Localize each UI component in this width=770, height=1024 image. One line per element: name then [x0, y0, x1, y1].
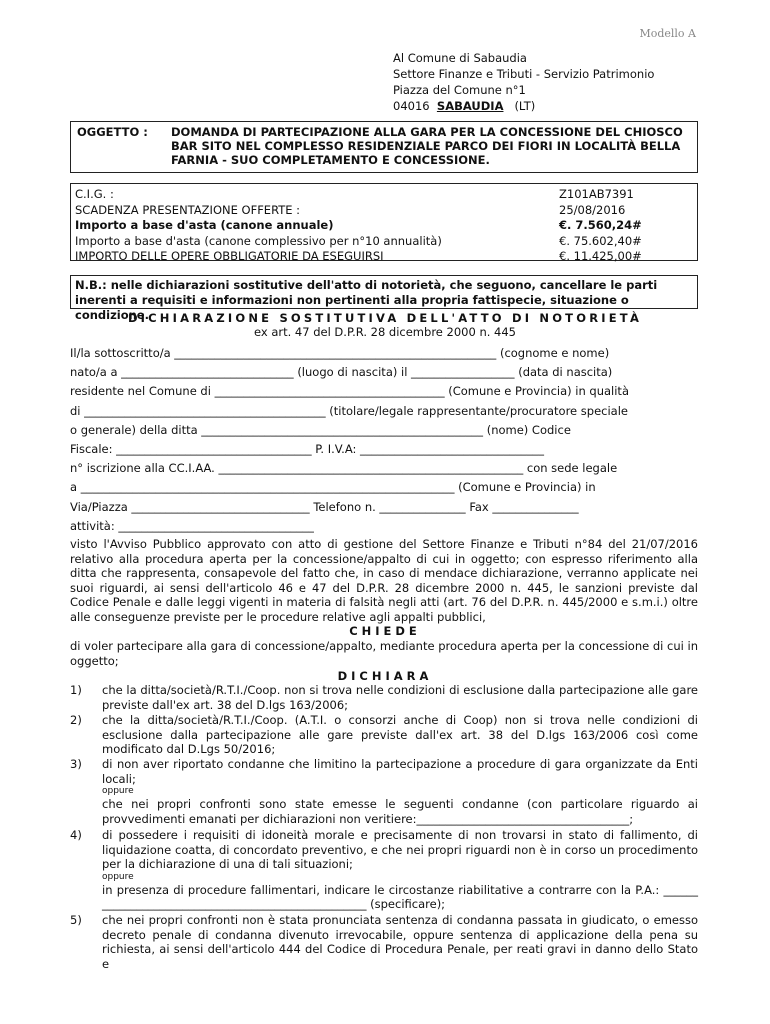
declares-title: DICHIARA [337, 669, 433, 683]
deadline-value: 25/08/2016 [559, 202, 626, 217]
declaration-item-2 [70, 713, 698, 757]
item-body [102, 828, 698, 912]
item-text: di non aver riportato condanne che limitino la partecipazione a procedure di gara organizzate da Enti locali; [102, 757, 698, 786]
model-label: Modello A [639, 27, 696, 40]
deadline-row [75, 203, 693, 219]
address-line-2: Settore Finanze e Tributi - Servizio Patrimonio [393, 67, 655, 81]
recipient-address [393, 50, 654, 114]
form-line-birth[interactable]: nato/a a ______________________________ (luogo di nascita) il __________________ (data di nascita) [70, 365, 613, 380]
declaration-subtitle: ex art. 47 del D.P.R. 28 dicembre 2000 n. 445 [253, 325, 516, 339]
form-line-residence[interactable]: residente nel Comune di ________________________________________ (Comune e Provincia) in qualità [70, 384, 629, 399]
total-amount-value: €. 75.602,40# [559, 233, 642, 248]
address-city: SABAUDIA [436, 99, 504, 113]
item-alt-text: che nei propri confronti sono state emesse le seguenti condanne (con particolare riguardo ai provvedimenti emanati per dichiarazioni non veritiere:_____________________________________; [102, 797, 698, 826]
cig-row [75, 187, 693, 203]
total-amount-row [75, 234, 693, 250]
declaration-title: DICHIARAZIONE SOSTITUTIVA DELL'ATTO DI NOTORIETÀ [127, 311, 643, 325]
address-cap: 04016 [393, 99, 430, 113]
tender-info-box [70, 183, 698, 261]
form-line-activity[interactable]: attività: __________________________________ [70, 518, 314, 533]
cig-value: Z101AB7391 [559, 187, 634, 201]
subject-text: DOMANDA DI PARTECIPAZIONE ALLA GARA PER LA CONCESSIONE DEL CHIOSCO BAR SITO NEL COMPLESSO RESIDENZIALE PARCO DEI FIORI IN LOCALITÀ BELLA FARNIA - SUO COMPLETAMENTO E CONCESSIONE. [171, 125, 683, 167]
declaration-item-1 [70, 683, 698, 712]
works-amount-row [75, 249, 693, 265]
address-line-4 [393, 98, 654, 114]
address-line-3: Piazza del Comune n°1 [393, 83, 526, 97]
item-number: 2) [70, 713, 82, 727]
base-amount-value: €. 7.560,24# [559, 218, 642, 232]
subject-label: OGGETTO : [77, 125, 148, 139]
address-line-1: Al Comune di Sabaudia [393, 51, 527, 65]
item-oppure: oppure [102, 871, 134, 882]
form-line-name[interactable]: Il/la sottoscritto/a ________________________________________________________ (cognome e nome) [70, 346, 610, 360]
form-line-seat[interactable]: a _________________________________________________________________ (Comune e Provincia) in [70, 480, 596, 495]
form-line-registry[interactable]: n° iscrizione alla CC.I.AA. _____________________________________________________ con sede legale [70, 461, 618, 476]
item-body [102, 757, 698, 826]
works-amount-value: €. 11.425,00# [559, 249, 642, 263]
form-line-contacts[interactable]: Via/Piazza _______________________________ Telefono n. _______________ Fax _______________ [70, 499, 579, 514]
applicant-form [70, 344, 698, 536]
item-number: 1) [70, 683, 82, 697]
nota-bene-box: N.B.: nelle dichiarazioni sostitutive dell'atto di notorietà, che seguono, cancellare le parti inerenti a requisiti e informazioni non pertinenti alla propria fattispecie, situazione o condizione. [70, 275, 698, 309]
item-number: 5) [70, 913, 82, 927]
works-amount-label: IMPORTO DELLE OPERE OBBLIGATORIE DA ESEGUIRSI [75, 249, 384, 263]
item-text: che la ditta/società/R.T.I./Coop. (A.T.I. o consorzi anche di Coop) non si trova nelle condizioni di esclusione dalla partecipazione alle gare previste dall'ex art. 38 del D.lgs 163/2006 così come modificato dal D.Lgs 50/2016; [102, 713, 698, 757]
request-text: di voler partecipare alla gara di concessione/appalto, mediante procedura aperta per la concessione di cui in oggetto; [70, 639, 698, 668]
address-prov: (LT) [514, 99, 536, 113]
item-alt-text: in presenza di procedure fallimentari, indicare le circostanze riabilitative a contrarre con la P.A.: ______ ______________________________________________ (specificare); [102, 882, 698, 912]
base-amount-label: Importo a base d'asta (canone annuale) [75, 218, 334, 232]
form-line-role[interactable]: di __________________________________________ (titolare/legale rappresentante/procuratore speciale [70, 403, 628, 418]
declaration-item-3 [70, 757, 698, 826]
item-text: di possedere i requisiti di idoneità morale e precisamente di non trovarsi in stato di fallimento, di liquidazione coatta, di concordato preventivo, e che nei propri riguardi non è in corso un procedimento per la dichiarazione di una di tali situazioni; [102, 828, 698, 872]
subject-box [70, 121, 698, 173]
item-text: che nei propri confronti non è stata pronunciata sentenza di condanna passata in giudicato, o emesso decreto penale di condanna divenuto irrevocabile, oppure sentenza di applicazione della pena su richiesta, ai sensi dell'articolo 444 del Codice di Procedura Penale, per reati gravi in danno dello Stato e [102, 913, 698, 971]
base-amount-row [75, 218, 693, 234]
declaration-item-5 [70, 913, 698, 971]
total-amount-label: Importo a base d'asta (canone complessivo per n°10 annualità) [75, 233, 442, 248]
deadline-label: SCADENZA PRESENTAZIONE OFFERTE : [75, 202, 301, 217]
declaration-item-4 [70, 828, 698, 912]
form-line-company[interactable]: o generale) della ditta _________________________________________________ (nome) Codice [70, 422, 571, 437]
form-line-tax-code[interactable]: Fiscale: __________________________________ P. I.V.A: ________________________________ [70, 441, 545, 456]
item-number: 4) [70, 828, 82, 842]
cig-label: C.I.G. : [75, 187, 114, 201]
request-title: CHIEDE [349, 624, 421, 638]
premise-paragraph: visto l'Avviso Pubblico approvato con atto di gestione del Settore Finanze e Tributi n°84 del 21/07/2016 relativo alla procedura aperta per la concessione/appalto di cui in oggetto; con espresso riferimento alla ditta che rappresenta, consapevole del fatto che, in caso di mendace dichiarazione, verranno applicate nei suoi riguardi, ai sensi dell'articolo 46 e 47 del D.P.R. 28 dicembre 2000 n. 445, le sanzioni previste dal Codice Penale e dalle leggi vigenti in materia di falsità negli atti (art. 76 del D.P.R. n. 445/2000 e s.m.i.) oltre alle conseguenze previste per le procedure relative agli appalti pubblici, [70, 537, 698, 624]
item-text: che la ditta/società/R.T.I./Coop. non si trova nelle condizioni di esclusione dalla partecipazione alle gare previste dall'ex art. 38 del D.lgs 163/2006; [102, 683, 698, 712]
item-oppure: oppure [102, 786, 134, 797]
item-number: 3) [70, 757, 82, 771]
